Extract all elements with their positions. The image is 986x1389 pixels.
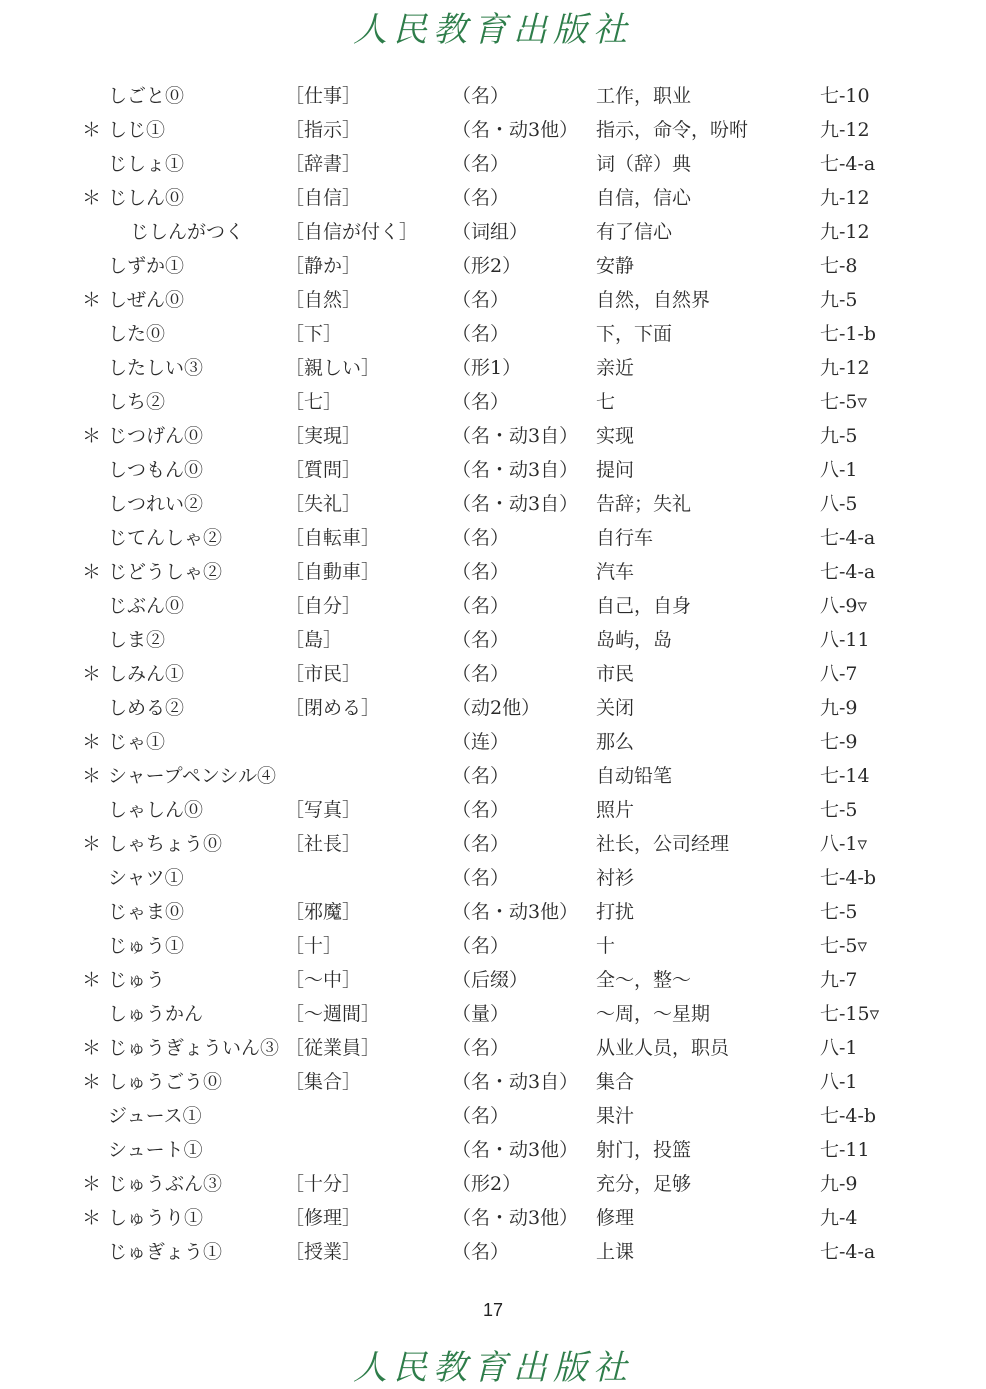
- entry-lesson: 七-10: [820, 85, 870, 107]
- entry-part-of-speech: （名）: [452, 527, 510, 549]
- entry-lesson: 九-5: [820, 289, 858, 311]
- entry-reading: しつもん⓪: [108, 459, 204, 481]
- entry-lesson: 七-4-a: [820, 561, 876, 583]
- entry-reading: じゃま⓪: [108, 901, 185, 923]
- entry-reading: じゅぎょう①: [108, 1241, 223, 1263]
- entry-reading: じゅうぎょういん③: [108, 1037, 280, 1059]
- entry-kanji: ［失礼］: [285, 493, 362, 515]
- vocab-entry: [0, 521, 986, 555]
- entry-part-of-speech: （词组）: [452, 221, 529, 243]
- entry-lesson: 七-4-a: [820, 153, 876, 175]
- entry-part-of-speech: （后缀）: [452, 969, 529, 991]
- entry-part-of-speech: （名）: [452, 595, 510, 617]
- vocab-entry: [0, 827, 986, 861]
- entry-reading: した⓪: [108, 323, 166, 345]
- entry-meaning: 提问: [596, 459, 635, 481]
- entry-meaning: 自己，自身: [596, 595, 692, 617]
- entry-meaning: 十: [596, 935, 616, 957]
- entry-star-mark: ＊: [82, 765, 102, 787]
- vocab-entry: [0, 1133, 986, 1167]
- entry-part-of-speech: （名）: [452, 153, 510, 175]
- entry-kanji: ［社長］: [285, 833, 362, 855]
- entry-lesson: 七-9: [820, 731, 858, 753]
- entry-lesson: 八-1: [820, 1071, 858, 1093]
- entry-part-of-speech: （名）: [452, 1241, 510, 1263]
- entry-kanji: ［十］: [285, 935, 343, 957]
- vocab-entry: [0, 1031, 986, 1065]
- entry-part-of-speech: （量）: [452, 1003, 510, 1025]
- entry-kanji: ［市民］: [285, 663, 362, 685]
- entry-meaning: 岛屿，岛: [596, 629, 673, 651]
- vocab-entry: [0, 623, 986, 657]
- entry-reading: しつれい②: [108, 493, 204, 515]
- entry-meaning: 照片: [596, 799, 635, 821]
- entry-meaning: 自动铅笔: [596, 765, 673, 787]
- entry-reading: じゅうぶん③: [108, 1173, 223, 1195]
- entry-kanji: ［七］: [285, 391, 343, 413]
- entry-kanji: ［～週間］: [285, 1003, 381, 1025]
- publisher-logo-bottom: 人民教育出版社: [353, 1348, 633, 1388]
- entry-part-of-speech: （名・动3自）: [452, 459, 579, 481]
- entry-meaning: 词（辞）典: [596, 153, 692, 175]
- entry-lesson: 七-15▿: [820, 1003, 880, 1025]
- entry-lesson: 七-11: [820, 1139, 870, 1161]
- entry-reading: じゅう: [108, 969, 166, 991]
- entry-part-of-speech: （名）: [452, 867, 510, 889]
- vocab-entry: [0, 793, 986, 827]
- entry-meaning: 工作，职业: [596, 85, 692, 107]
- entry-kanji: ［自分］: [285, 595, 362, 617]
- entry-lesson: 九-12: [820, 119, 870, 141]
- vocab-entry: [0, 79, 986, 113]
- vocab-entry: [0, 963, 986, 997]
- entry-reading: しゃしん⓪: [108, 799, 204, 821]
- entry-lesson: 九-12: [820, 187, 870, 209]
- entry-reading: しゅうかん: [108, 1003, 204, 1025]
- entry-part-of-speech: （名）: [452, 935, 510, 957]
- entry-reading: じてんしゃ②: [108, 527, 223, 549]
- entry-meaning: 七: [596, 391, 616, 413]
- entry-lesson: 七-5: [820, 799, 858, 821]
- entry-meaning: 从业人员，职员: [596, 1037, 730, 1059]
- vocab-entry: [0, 1167, 986, 1201]
- vocab-entry: [0, 929, 986, 963]
- entry-star-mark: ＊: [82, 731, 102, 753]
- vocab-entry: [0, 487, 986, 521]
- entry-part-of-speech: （名・动3他）: [452, 1207, 579, 1229]
- entry-lesson: 七-4-a: [820, 1241, 876, 1263]
- vocab-entry: [0, 691, 986, 725]
- entry-part-of-speech: （连）: [452, 731, 510, 753]
- entry-kanji: ［集合］: [285, 1071, 362, 1093]
- entry-meaning: 自行车: [596, 527, 654, 549]
- vocab-entry: [0, 351, 986, 385]
- entry-part-of-speech: （名・动3他）: [452, 1139, 579, 1161]
- entry-part-of-speech: （名）: [452, 85, 510, 107]
- entry-meaning: 修理: [596, 1207, 635, 1229]
- entry-reading: じぶん⓪: [108, 595, 185, 617]
- entry-reading: じしんがつく: [130, 221, 245, 243]
- entry-star-mark: ＊: [82, 1207, 102, 1229]
- entry-lesson: 九-4: [820, 1207, 858, 1229]
- entry-meaning: 安静: [596, 255, 635, 277]
- page-number: 17: [482, 1300, 504, 1320]
- vocab-entry: [0, 419, 986, 453]
- entry-reading: しぜん⓪: [108, 289, 185, 311]
- entry-reading: しゅうごう⓪: [108, 1071, 223, 1093]
- entry-lesson: 九-9: [820, 697, 858, 719]
- entry-lesson: 七-14: [820, 765, 870, 787]
- entry-star-mark: ＊: [82, 561, 102, 583]
- vocab-entry: [0, 249, 986, 283]
- entry-part-of-speech: （形2）: [452, 1173, 522, 1195]
- entry-meaning: 自然，自然界: [596, 289, 711, 311]
- vocab-entry: [0, 997, 986, 1031]
- vocab-entry: [0, 1201, 986, 1235]
- entry-reading: シャープペンシル④: [108, 765, 276, 787]
- entry-kanji: ［自信が付く］: [285, 221, 419, 243]
- entry-star-mark: ＊: [82, 425, 102, 447]
- entry-reading: じつげん⓪: [108, 425, 204, 447]
- entry-part-of-speech: （名）: [452, 765, 510, 787]
- entry-lesson: 八-1: [820, 459, 858, 481]
- entry-meaning: 汽车: [596, 561, 635, 583]
- entry-kanji: ［写真］: [285, 799, 362, 821]
- vocab-entry: [0, 895, 986, 929]
- entry-kanji: ［親しい］: [285, 357, 381, 379]
- entry-reading: しみん①: [108, 663, 185, 685]
- vocab-entry: [0, 1065, 986, 1099]
- entry-part-of-speech: （名・动3他）: [452, 901, 579, 923]
- vocab-entry: [0, 113, 986, 147]
- entry-star-mark: ＊: [82, 1037, 102, 1059]
- entry-kanji: ［実現］: [285, 425, 362, 447]
- entry-reading: したしい③: [108, 357, 204, 379]
- entry-reading: じゅう①: [108, 935, 185, 957]
- entry-meaning: 打扰: [596, 901, 635, 923]
- entry-reading: しゅうり①: [108, 1207, 204, 1229]
- entry-part-of-speech: （形1）: [452, 357, 522, 379]
- entry-meaning: 全～，整～: [596, 969, 692, 991]
- entry-lesson: 九-9: [820, 1173, 858, 1195]
- entry-part-of-speech: （名）: [452, 629, 510, 651]
- vocab-entry: [0, 657, 986, 691]
- vocab-entry: [0, 725, 986, 759]
- entry-kanji: ［授業］: [285, 1241, 362, 1263]
- entry-reading: じしょ①: [108, 153, 185, 175]
- entry-lesson: 七-4-a: [820, 527, 876, 549]
- vocab-entry: [0, 385, 986, 419]
- entry-kanji: ［仕事］: [285, 85, 362, 107]
- entry-meaning: 下，下面: [596, 323, 673, 345]
- entry-meaning: 充分，足够: [596, 1173, 692, 1195]
- entry-meaning: 亲近: [596, 357, 635, 379]
- entry-star-mark: ＊: [82, 833, 102, 855]
- vocab-entry: [0, 283, 986, 317]
- entry-kanji: ［自転車］: [285, 527, 381, 549]
- entry-reading: しずか①: [108, 255, 185, 277]
- entry-kanji: ［自然］: [285, 289, 362, 311]
- entry-kanji: ［自信］: [285, 187, 362, 209]
- entry-reading: しゃちょう⓪: [108, 833, 223, 855]
- entry-part-of-speech: （动2他）: [452, 697, 541, 719]
- entry-part-of-speech: （名）: [452, 391, 510, 413]
- entry-star-mark: ＊: [82, 289, 102, 311]
- entry-star-mark: ＊: [82, 663, 102, 685]
- entry-lesson: 七-4-b: [820, 1105, 877, 1127]
- entry-meaning: 果汁: [596, 1105, 635, 1127]
- entry-kanji: ［質問］: [285, 459, 362, 481]
- vocabulary-list: [0, 79, 986, 1269]
- entry-kanji: ［辞書］: [285, 153, 362, 175]
- entry-reading: しち②: [108, 391, 166, 413]
- entry-reading: シュート①: [108, 1139, 203, 1161]
- entry-meaning: 射门，投篮: [596, 1139, 692, 1161]
- vocab-entry: [0, 1235, 986, 1269]
- entry-meaning: 告辞；失礼: [596, 493, 692, 515]
- entry-reading: しごと⓪: [108, 85, 185, 107]
- vocab-entry: [0, 215, 986, 249]
- entry-kanji: ［修理］: [285, 1207, 362, 1229]
- entry-part-of-speech: （名・动3他）: [452, 119, 579, 141]
- entry-meaning: 关闭: [596, 697, 635, 719]
- entry-reading: じゃ①: [108, 731, 166, 753]
- entry-part-of-speech: （名・动3自）: [452, 1071, 579, 1093]
- entry-kanji: ［下］: [285, 323, 343, 345]
- entry-meaning: 指示，命令，吩咐: [596, 119, 749, 141]
- vocab-entry: [0, 861, 986, 895]
- entry-lesson: 七-5: [820, 901, 858, 923]
- entry-lesson: 七-5▿: [820, 391, 868, 413]
- entry-lesson: 八-5: [820, 493, 858, 515]
- entry-meaning: 市民: [596, 663, 635, 685]
- vocab-entry: [0, 589, 986, 623]
- entry-kanji: ［邪魔］: [285, 901, 362, 923]
- entry-star-mark: ＊: [82, 119, 102, 141]
- entry-meaning: 自信，信心: [596, 187, 692, 209]
- entry-lesson: 八-7: [820, 663, 858, 685]
- entry-kanji: ［島］: [285, 629, 343, 651]
- entry-meaning: 那么: [596, 731, 635, 753]
- entry-part-of-speech: （名）: [452, 1105, 510, 1127]
- entry-kanji: ［自動車］: [285, 561, 381, 583]
- entry-part-of-speech: （名）: [452, 1037, 510, 1059]
- entry-kanji: ［十分］: [285, 1173, 362, 1195]
- entry-lesson: 七-5▿: [820, 935, 868, 957]
- vocab-entry: [0, 317, 986, 351]
- entry-meaning: 社长，公司经理: [596, 833, 730, 855]
- vocab-entry: [0, 181, 986, 215]
- entry-part-of-speech: （名）: [452, 799, 510, 821]
- entry-reading: しま②: [108, 629, 166, 651]
- entry-meaning: 上课: [596, 1241, 635, 1263]
- entry-reading: じどうしゃ②: [108, 561, 223, 583]
- entry-kanji: ［～中］: [285, 969, 362, 991]
- entry-reading: じしん⓪: [108, 187, 185, 209]
- entry-reading: ジュース①: [108, 1105, 202, 1127]
- entry-reading: シャツ①: [108, 867, 184, 889]
- entry-meaning: 有了信心: [596, 221, 673, 243]
- entry-star-mark: ＊: [82, 1071, 102, 1093]
- entry-part-of-speech: （名）: [452, 561, 510, 583]
- entry-star-mark: ＊: [82, 1173, 102, 1195]
- entry-meaning: 集合: [596, 1071, 635, 1093]
- entry-lesson: 九-7: [820, 969, 858, 991]
- entry-lesson: 八-1▿: [820, 833, 868, 855]
- entry-meaning: 实现: [596, 425, 635, 447]
- entry-lesson: 八-9▿: [820, 595, 868, 617]
- entry-meaning: 衬衫: [596, 867, 635, 889]
- entry-meaning: ～周，～星期: [596, 1003, 711, 1025]
- entry-kanji: ［閉める］: [285, 697, 381, 719]
- entry-lesson: 七-1-b: [820, 323, 877, 345]
- entry-part-of-speech: （名）: [452, 833, 510, 855]
- entry-part-of-speech: （名）: [452, 187, 510, 209]
- vocab-entry: [0, 147, 986, 181]
- entry-star-mark: ＊: [82, 969, 102, 991]
- entry-lesson: 七-8: [820, 255, 858, 277]
- entry-part-of-speech: （名）: [452, 289, 510, 311]
- entry-part-of-speech: （名・动3自）: [452, 493, 579, 515]
- entry-lesson: 九-12: [820, 357, 870, 379]
- publisher-logo-top: 人民教育出版社: [353, 10, 633, 50]
- entry-lesson: 九-12: [820, 221, 870, 243]
- entry-kanji: ［従業員］: [285, 1037, 381, 1059]
- entry-lesson: 八-1: [820, 1037, 858, 1059]
- entry-part-of-speech: （名）: [452, 663, 510, 685]
- entry-lesson: 七-4-b: [820, 867, 877, 889]
- entry-part-of-speech: （名・动3自）: [452, 425, 579, 447]
- vocab-entry: [0, 1099, 986, 1133]
- entry-star-mark: ＊: [82, 187, 102, 209]
- entry-kanji: ［静か］: [285, 255, 362, 277]
- entry-part-of-speech: （形2）: [452, 255, 522, 277]
- entry-kanji: ［指示］: [285, 119, 362, 141]
- entry-part-of-speech: （名）: [452, 323, 510, 345]
- entry-lesson: 九-5: [820, 425, 858, 447]
- entry-reading: しじ①: [108, 119, 166, 141]
- vocab-entry: [0, 453, 986, 487]
- vocab-entry: [0, 555, 986, 589]
- vocab-entry: [0, 759, 986, 793]
- entry-reading: しめる②: [108, 697, 185, 719]
- entry-lesson: 八-11: [820, 629, 870, 651]
